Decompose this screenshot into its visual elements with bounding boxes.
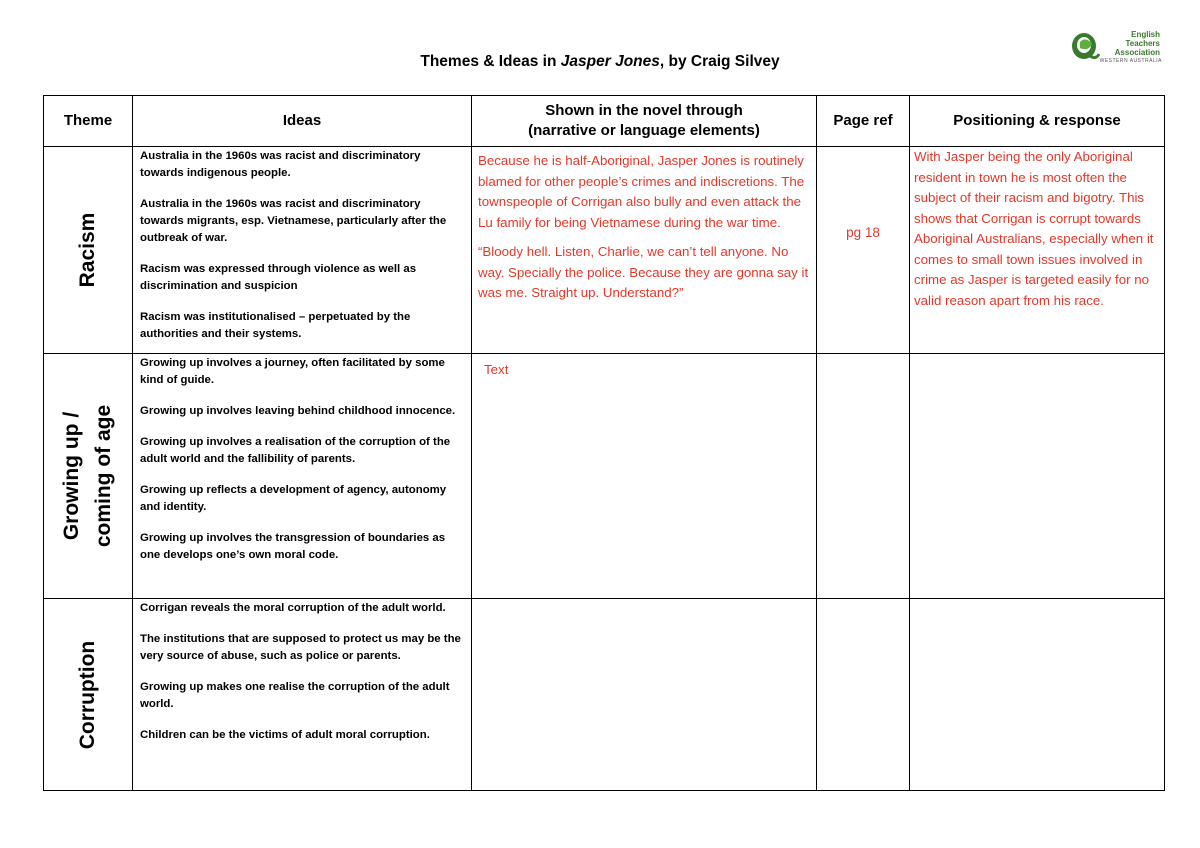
positioning-cell-corruption[interactable] — [910, 599, 1165, 791]
idea-item: Growing up makes one realise the corruption of the adult world. — [140, 681, 450, 710]
idea-item: Children can be the victims of adult moral corruption. — [140, 729, 430, 741]
shown-cell-racism[interactable] — [472, 147, 817, 354]
page-ref-cell-racism[interactable] — [817, 147, 910, 354]
theme-label-corruption: Corruption — [76, 640, 99, 749]
idea-item: Racism was institutionalised – perpetuated by the authorities and their systems. — [140, 311, 411, 340]
header-theme: Theme — [44, 96, 133, 147]
shown-placeholder: Text — [484, 362, 509, 377]
table-header-row — [44, 96, 1165, 147]
page-title — [0, 53, 1200, 71]
idea-item: Growing up involves a realisation of the corruption of the adult world and the fallibility of parents. — [140, 436, 451, 465]
logo-subtitle: WESTERN AUSTRALIA — [1099, 58, 1162, 64]
logo-line-association: Association — [1114, 48, 1160, 57]
header-positioning: Positioning & response — [910, 96, 1165, 147]
idea-item: Growing up reflects a development of agency, autonomy and identity. — [140, 484, 447, 513]
positioning-cell-racism[interactable] — [910, 147, 1165, 354]
ideas-cell-growing-up — [133, 354, 472, 599]
idea-item: Australia in the 1960s was racist and discriminatory towards indigenous people. — [140, 150, 421, 179]
header-ideas: Ideas — [133, 96, 472, 147]
title-book: Jasper Jones — [560, 53, 660, 70]
idea-item: Growing up involves a journey, often facilitated by some kind of guide. — [140, 357, 445, 386]
table-row-corruption — [44, 599, 1165, 791]
themes-table — [43, 95, 1165, 791]
idea-item: Growing up involves the transgression of boundaries as one develops one’s own moral code. — [140, 532, 446, 561]
ideas-cell-corruption — [133, 599, 472, 791]
theme-label-growing-up-line2: coming of age — [92, 404, 115, 548]
shown-quote: “Bloody hell. Listen, Charlie, we can’t tell anyone. No way. Specially the police. Because they are gonna say it was me. Straight up. Understand?” — [478, 244, 809, 300]
page-ref-cell-growing-up[interactable] — [817, 354, 910, 599]
shown-cell-growing-up[interactable] — [472, 354, 817, 599]
logo-line-english: English — [1131, 30, 1160, 39]
title-prefix: Themes & Ideas in — [420, 53, 561, 70]
theme-label-growing-up-line1: Growing up / — [60, 411, 83, 541]
positioning-text: With Jasper being the only Aboriginal resident in town he is most often the subject of their racism and bigotry. This shows that Corrigan is corrupt towards Aboriginal Australians, especially when it comes to small town issues involved in crime as Jasper is targeted easily for no valid reason apart from his race. — [914, 149, 1154, 308]
page-ref-value: pg 18 — [846, 225, 880, 240]
idea-item: Corrigan reveals the moral corruption of the adult world. — [140, 602, 446, 614]
ideas-cell-racism — [133, 147, 472, 354]
theme-cell-growing-up — [44, 354, 133, 599]
header-shown — [472, 96, 817, 147]
theme-cell-corruption — [44, 599, 133, 791]
title-suffix: , by Craig Silvey — [659, 53, 780, 70]
idea-item: Australia in the 1960s was racist and discriminatory towards migrants, esp. Vietnamese, particularly after the outbreak of war. — [140, 198, 447, 244]
table-row-racism — [44, 147, 1165, 354]
theme-label-racism: Racism — [76, 212, 99, 288]
header-shown-line1: Shown in the novel through — [545, 102, 743, 119]
table-row-growing-up — [44, 354, 1165, 599]
shown-cell-corruption[interactable] — [472, 599, 817, 791]
theme-label-growing-up — [56, 405, 120, 547]
idea-item: Racism was expressed through violence as well as discrimination and suspicion — [140, 263, 417, 292]
page-ref-cell-corruption[interactable] — [817, 599, 910, 791]
idea-item: The institutions that are supposed to protect us may be the very source of abuse, such as police or parents. — [140, 633, 461, 662]
logo-line-teachers: Teachers — [1125, 39, 1160, 48]
header-shown-line2: (narrative or language elements) — [528, 122, 760, 139]
header-page-ref: Page ref — [817, 96, 910, 147]
shown-text: Because he is half-Aboriginal, Jasper Jones is routinely blamed for other people’s crimes and indiscretions. The townspeople of Corrigan also bully and even attack the Lu family for being Vietnamese during the war time. — [478, 153, 805, 230]
theme-cell-racism — [44, 147, 133, 354]
idea-item: Growing up involves leaving behind childhood innocence. — [140, 405, 456, 417]
positioning-cell-growing-up[interactable] — [910, 354, 1165, 599]
